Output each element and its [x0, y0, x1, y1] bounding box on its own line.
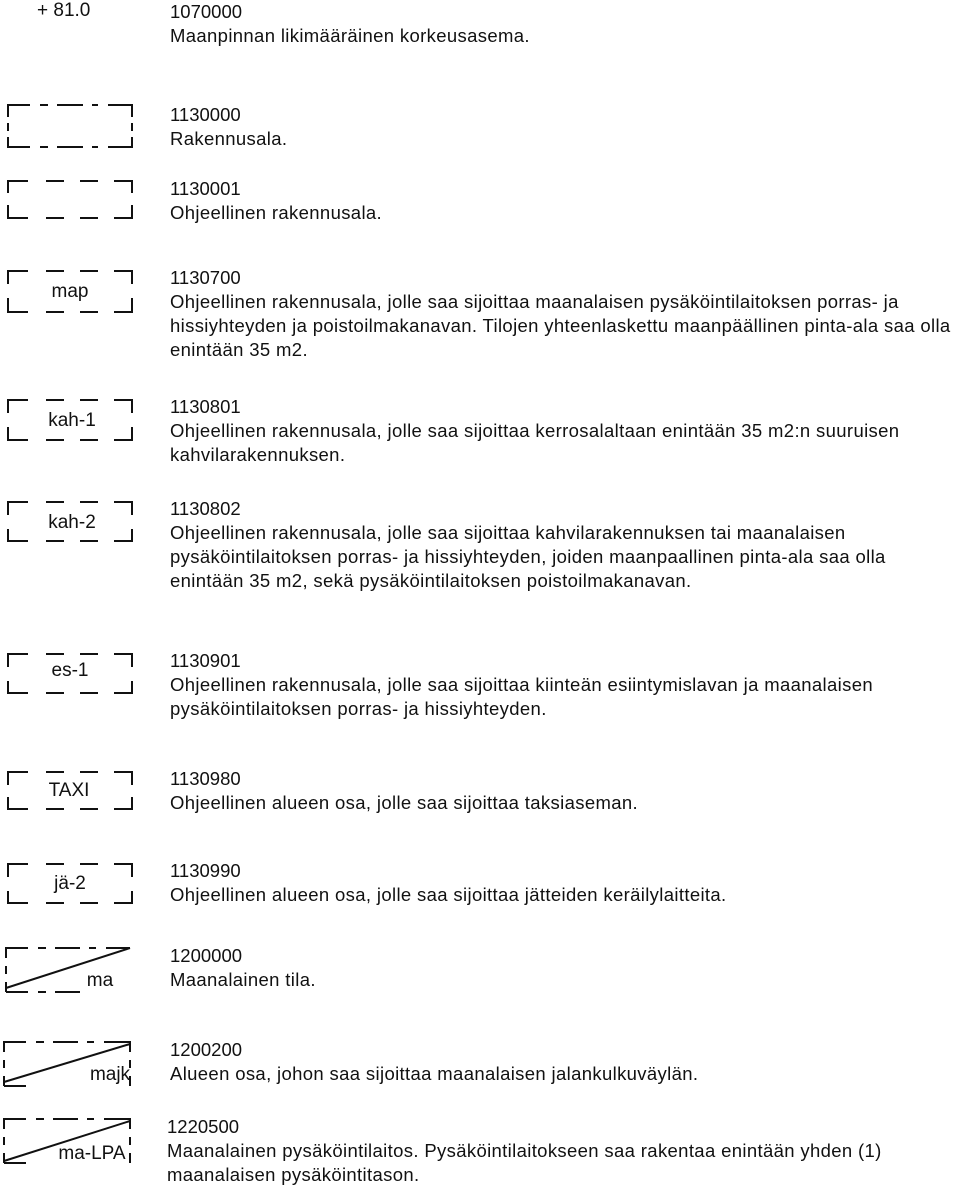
- ma-lpa-area-symbol: [0, 1115, 140, 1169]
- indicative-area-symbol: [0, 177, 140, 225]
- legend-description: [170, 177, 955, 225]
- legend-code: 1130700: [170, 267, 241, 288]
- legend-description: [170, 395, 955, 467]
- legend-description: [167, 1115, 952, 1187]
- legend-description: [170, 0, 955, 48]
- legend-code: 1130901: [170, 650, 241, 671]
- legend-code: 1130000: [170, 104, 241, 125]
- ma-area-symbol: [0, 944, 140, 998]
- legend-description: [170, 767, 955, 815]
- legend-description: [170, 944, 955, 992]
- legend-code: 1070000: [170, 1, 243, 22]
- legend-text: Ohjeellinen rakennusala, jolle saa sijoittaa kiinteän esiintymislavan ja maanalaisen pysäköintilaitoksen porras- ja hissiyhteyden.: [170, 674, 873, 719]
- legend-text: Ohjeellinen rakennusala, jolle saa sijoittaa kerrosalaltaan enintään 35 m2:n suuruisen kahvilarakennuksen.: [170, 420, 900, 465]
- legend-description: [170, 497, 955, 593]
- legend-text: Alueen osa, johon saa sijoittaa maanalaisen jalankulkuväylän.: [170, 1063, 699, 1084]
- legend-code: 1130001: [170, 178, 241, 199]
- symbol-label: majk: [89, 1064, 131, 1085]
- symbol-label: map: [51, 281, 89, 302]
- legend-description: [170, 1038, 955, 1086]
- symbol-label: kah-1: [48, 410, 96, 431]
- legend-code: 1130980: [170, 768, 241, 789]
- legend-code: 1130801: [170, 396, 241, 417]
- symbol-label: jä-2: [54, 873, 86, 894]
- legend-text: Ohjeellinen rakennusala.: [170, 202, 383, 223]
- symbol-label: es-1: [51, 660, 89, 681]
- legend-text: Maanalainen pysäköintilaitos. Pysäköintilaitokseen saa rakentaa enintään yhden (1) maanalaisen pysäköintitason.: [167, 1140, 882, 1185]
- legend-code: 1220500: [167, 1116, 240, 1137]
- legend-description: [170, 859, 955, 907]
- symbol-label: TAXI: [48, 780, 90, 801]
- legend-code: 1200000: [170, 945, 243, 966]
- taxi-area-symbol: [0, 767, 140, 819]
- symbol-label: ma-LPA: [58, 1143, 126, 1164]
- majk-area-symbol: [0, 1038, 140, 1092]
- legend-text: Maanpinnan likimääräinen korkeusasema.: [170, 25, 530, 46]
- legend-code: 1130802: [170, 498, 241, 519]
- elevation-symbol: + 81.0: [37, 0, 91, 21]
- legend-text: Ohjeellinen rakennusala, jolle saa sijoittaa maanalaisen pysäköintilaitoksen porras- ja hissiyhteyden ja poistoilmakanavan. Tilojen yhteenlaskettu maanpäällinen pinta-ala saa olla enintään 35 m2.: [170, 291, 951, 360]
- legend-text: Ohjeellinen rakennusala, jolle saa sijoittaa kahvilarakennuksen tai maanalaisen pysäköintilaitoksen porras- ja hissiyhteyden, joiden maanpaallinen pinta-ala saa olla enintään 35 m2, sekä pysäköintilaitoksen poistoilmakanavan.: [170, 522, 886, 591]
- building-area-symbol: [0, 103, 140, 151]
- legend-description: [170, 266, 955, 362]
- map-area-symbol: [0, 266, 140, 318]
- legend-text: Maanalainen tila.: [170, 969, 316, 990]
- symbol-label: ma: [86, 970, 114, 991]
- symbol-label: kah-2: [48, 512, 96, 533]
- ja-2-area-symbol: [0, 859, 140, 911]
- legend-description: [170, 649, 955, 721]
- legend-code: 1130990: [170, 860, 241, 881]
- kah-2-area-symbol: [0, 497, 140, 549]
- legend-text: Rakennusala.: [170, 128, 288, 149]
- legend-description: [170, 103, 955, 151]
- kah-1-area-symbol: [0, 395, 140, 447]
- legend-text: Ohjeellinen alueen osa, jolle saa sijoittaa taksiaseman.: [170, 792, 638, 813]
- legend-text: Ohjeellinen alueen osa, jolle saa sijoittaa jätteiden keräilylaitteita.: [170, 884, 727, 905]
- es-1-area-symbol: [0, 649, 140, 701]
- legend-code: 1200200: [170, 1039, 243, 1060]
